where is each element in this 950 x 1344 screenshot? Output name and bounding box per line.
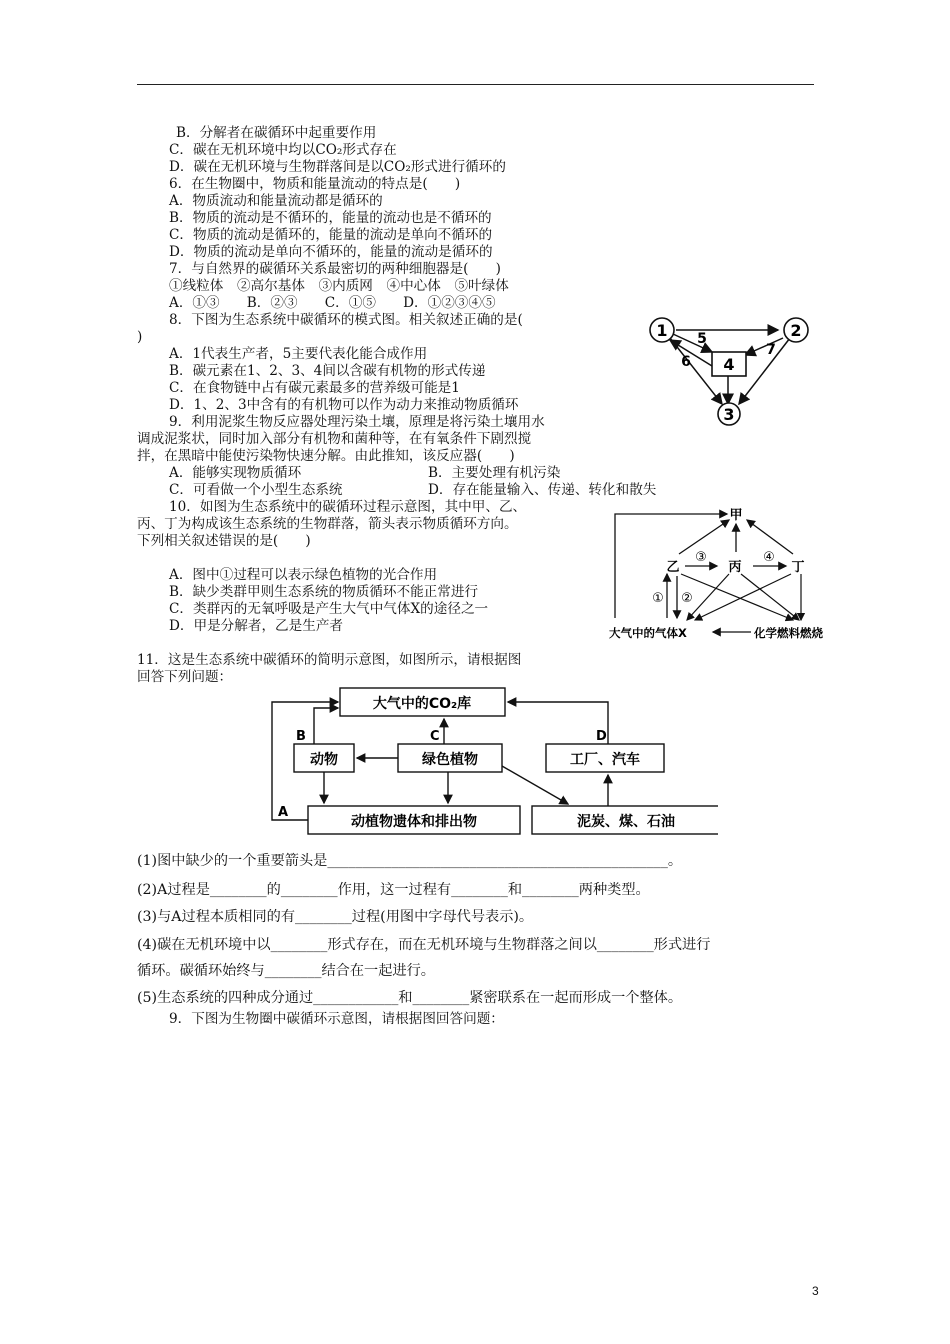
group-yi-label: 乙 — [666, 560, 680, 575]
q8-option-c: C．在食物链中占有碳元素最多的营养级可能是1 — [169, 380, 460, 396]
q7-items: ①线粒体 ②高尔基体 ③内质网 ④中心体 ⑤叶绿体 — [169, 278, 509, 294]
q10-stem-2: 丙、丁为构成该生态系统的生物群落，箭头表示物质循环方向。 — [137, 516, 518, 532]
q8-option-b: B．碳元素在1、2、3、4间以含碳有机物的形式传递 — [169, 363, 486, 379]
q7-stem: 7．与自然界的碳循环关系最密切的两种细胞器是( ) — [169, 261, 501, 277]
factory-car-label: 工厂、汽车 — [570, 752, 640, 768]
q11-carbon-cycle-figure — [268, 684, 718, 840]
q8-stem: 8．下图为生态系统中碳循环的模式图。相关叙述正确的是( — [169, 312, 523, 328]
q10-option-d: D．甲是分解者，乙是生产者 — [169, 618, 344, 634]
q6-option-d: D．物质的流动是单向不循环的，能量的流动是循环的 — [169, 244, 493, 260]
q8-carbon-cycle-figure — [640, 310, 820, 430]
q11-sub-5: (5)生态系统的四种成分通过____________和________紧密联系在一起而形成一个整体。 — [137, 990, 683, 1006]
q5-option-c: C．碳在无机环境中均以CO₂形式存在 — [169, 142, 397, 158]
q10-stem-3: 下列相关叙述错误的是( ) — [137, 533, 311, 549]
fuel-burning-label: 化学燃料燃烧 — [754, 626, 823, 640]
q9-option-b: B．主要处理有机污染 — [428, 465, 561, 481]
q6-option-a: A．物质流动和能量流动都是循环的 — [169, 193, 383, 209]
node-1-label: 1 — [656, 321, 668, 340]
q9-option-d: D．存在能量输入、传递、转化和散失 — [428, 482, 657, 498]
q5-option-d: D．碳在无机环境与生物群落间是以CO₂形式进行循环的 — [169, 159, 506, 175]
remains-label: 动植物遗体和排出物 — [351, 814, 477, 830]
q10-option-b: B．缺少类群甲则生态系统的物质循环不能正常进行 — [169, 584, 479, 600]
q11-sub-3: (3)与A过程本质相同的有________过程(用图中字母代号表示)。 — [137, 909, 534, 925]
process-2-label: ② — [681, 591, 693, 606]
group-bing-label: 丙 — [728, 560, 742, 575]
node-2-label: 2 — [790, 321, 802, 340]
q6-stem: 6．在生物圈中，物质和能量流动的特点是( ) — [169, 176, 461, 192]
q6-option-b: B．物质的流动是不循环的，能量的流动也是不循环的 — [169, 210, 492, 226]
q5-option-b: B．分解者在碳循环中起重要作用 — [176, 125, 377, 141]
q8-option-a: A．1代表生产者，5主要代表化能合成作用 — [169, 346, 428, 362]
q9-stem-1: 9．利用泥浆生物反应器处理污染土壤，原理是将污染土壤用水 — [169, 414, 545, 430]
node-3-label: 3 — [723, 405, 735, 424]
q9-stem-2: 调成泥浆状，同时加入部分有机物和菌种等，在有氧条件下剧烈搅 — [137, 431, 532, 447]
q7-options: A．①③ B．②③ C．①⑤ D．①②③④⑤ — [169, 295, 496, 311]
q10-carbon-cycle-figure — [605, 506, 845, 646]
q9-stem-3: 拌，在黑暗中能使污染物快速分解。由此推知，该反应器( ) — [137, 448, 515, 464]
group-ding-label: 丁 — [791, 560, 805, 575]
arrow-c-label: C — [430, 729, 440, 744]
q10-option-c: C．类群丙的无氧呼吸是产生大气中气体X的途径之一 — [169, 601, 489, 617]
fossil-fuel-label: 泥炭、煤、石油 — [577, 814, 675, 830]
arrow-7-label: 7 — [766, 342, 776, 358]
page-number: 3 — [812, 1284, 819, 1298]
q11-sub-1: (1)图中缺少的一个重要箭头是________________________________________________。 — [137, 853, 683, 869]
q11-stem-2: 回答下列问题： — [137, 669, 233, 685]
green-plant-label: 绿色植物 — [422, 752, 478, 768]
q8-stem-cont: ) — [137, 329, 143, 345]
q11-sub-2: (2)A过程是________的________作用，这一过程有________和________两种类型。 — [137, 882, 650, 898]
group-jia-label: 甲 — [729, 508, 743, 523]
arrow-6-label: 6 — [681, 354, 691, 370]
process-3-label: ③ — [695, 550, 707, 565]
q9b-stem: 9．下图为生物圈中碳循环示意图，请根据图回答问题： — [169, 1011, 504, 1027]
q9-option-c: C．可看做一个小型生态系统 — [169, 482, 343, 498]
animal-label: 动物 — [310, 752, 338, 768]
gas-x-label: 大气中的气体X — [609, 626, 687, 640]
process-1-label: ① — [652, 591, 664, 606]
q8-option-d: D．1、2、3中含有的有机物可以作为动力来推动物质循环 — [169, 397, 519, 413]
q11-sub-4a: (4)碳在无机环境中以________形式存在，而在无机环境与生物群落之间以________形式进行 — [137, 937, 711, 953]
q10-stem-1: 10．如图为生态系统中的碳循环过程示意图，其中甲、乙、 — [169, 499, 527, 515]
arrow-b-label: B — [296, 729, 306, 744]
q6-option-c: C．物质的流动是循环的，能量的流动是单向不循环的 — [169, 227, 493, 243]
header-rule — [137, 84, 814, 85]
arrow-d-label: D — [596, 729, 607, 744]
arrow-5-label: 5 — [697, 331, 707, 347]
q11-stem-1: 11．这是生态系统中碳循环的简明示意图，如图所示，请根据图 — [137, 652, 522, 668]
q10-option-a: A．图中①过程可以表示绿色植物的光合作用 — [169, 567, 438, 583]
q11-sub-4b: 循环。碳循环始终与________结合在一起进行。 — [137, 963, 435, 979]
co2-pool-label: 大气中的CO₂库 — [372, 696, 472, 712]
node-4-label: 4 — [723, 355, 735, 374]
arrow-a-label: A — [278, 805, 289, 820]
q9-option-a: A．能够实现物质循环 — [169, 465, 302, 481]
process-4-label: ④ — [763, 550, 775, 565]
